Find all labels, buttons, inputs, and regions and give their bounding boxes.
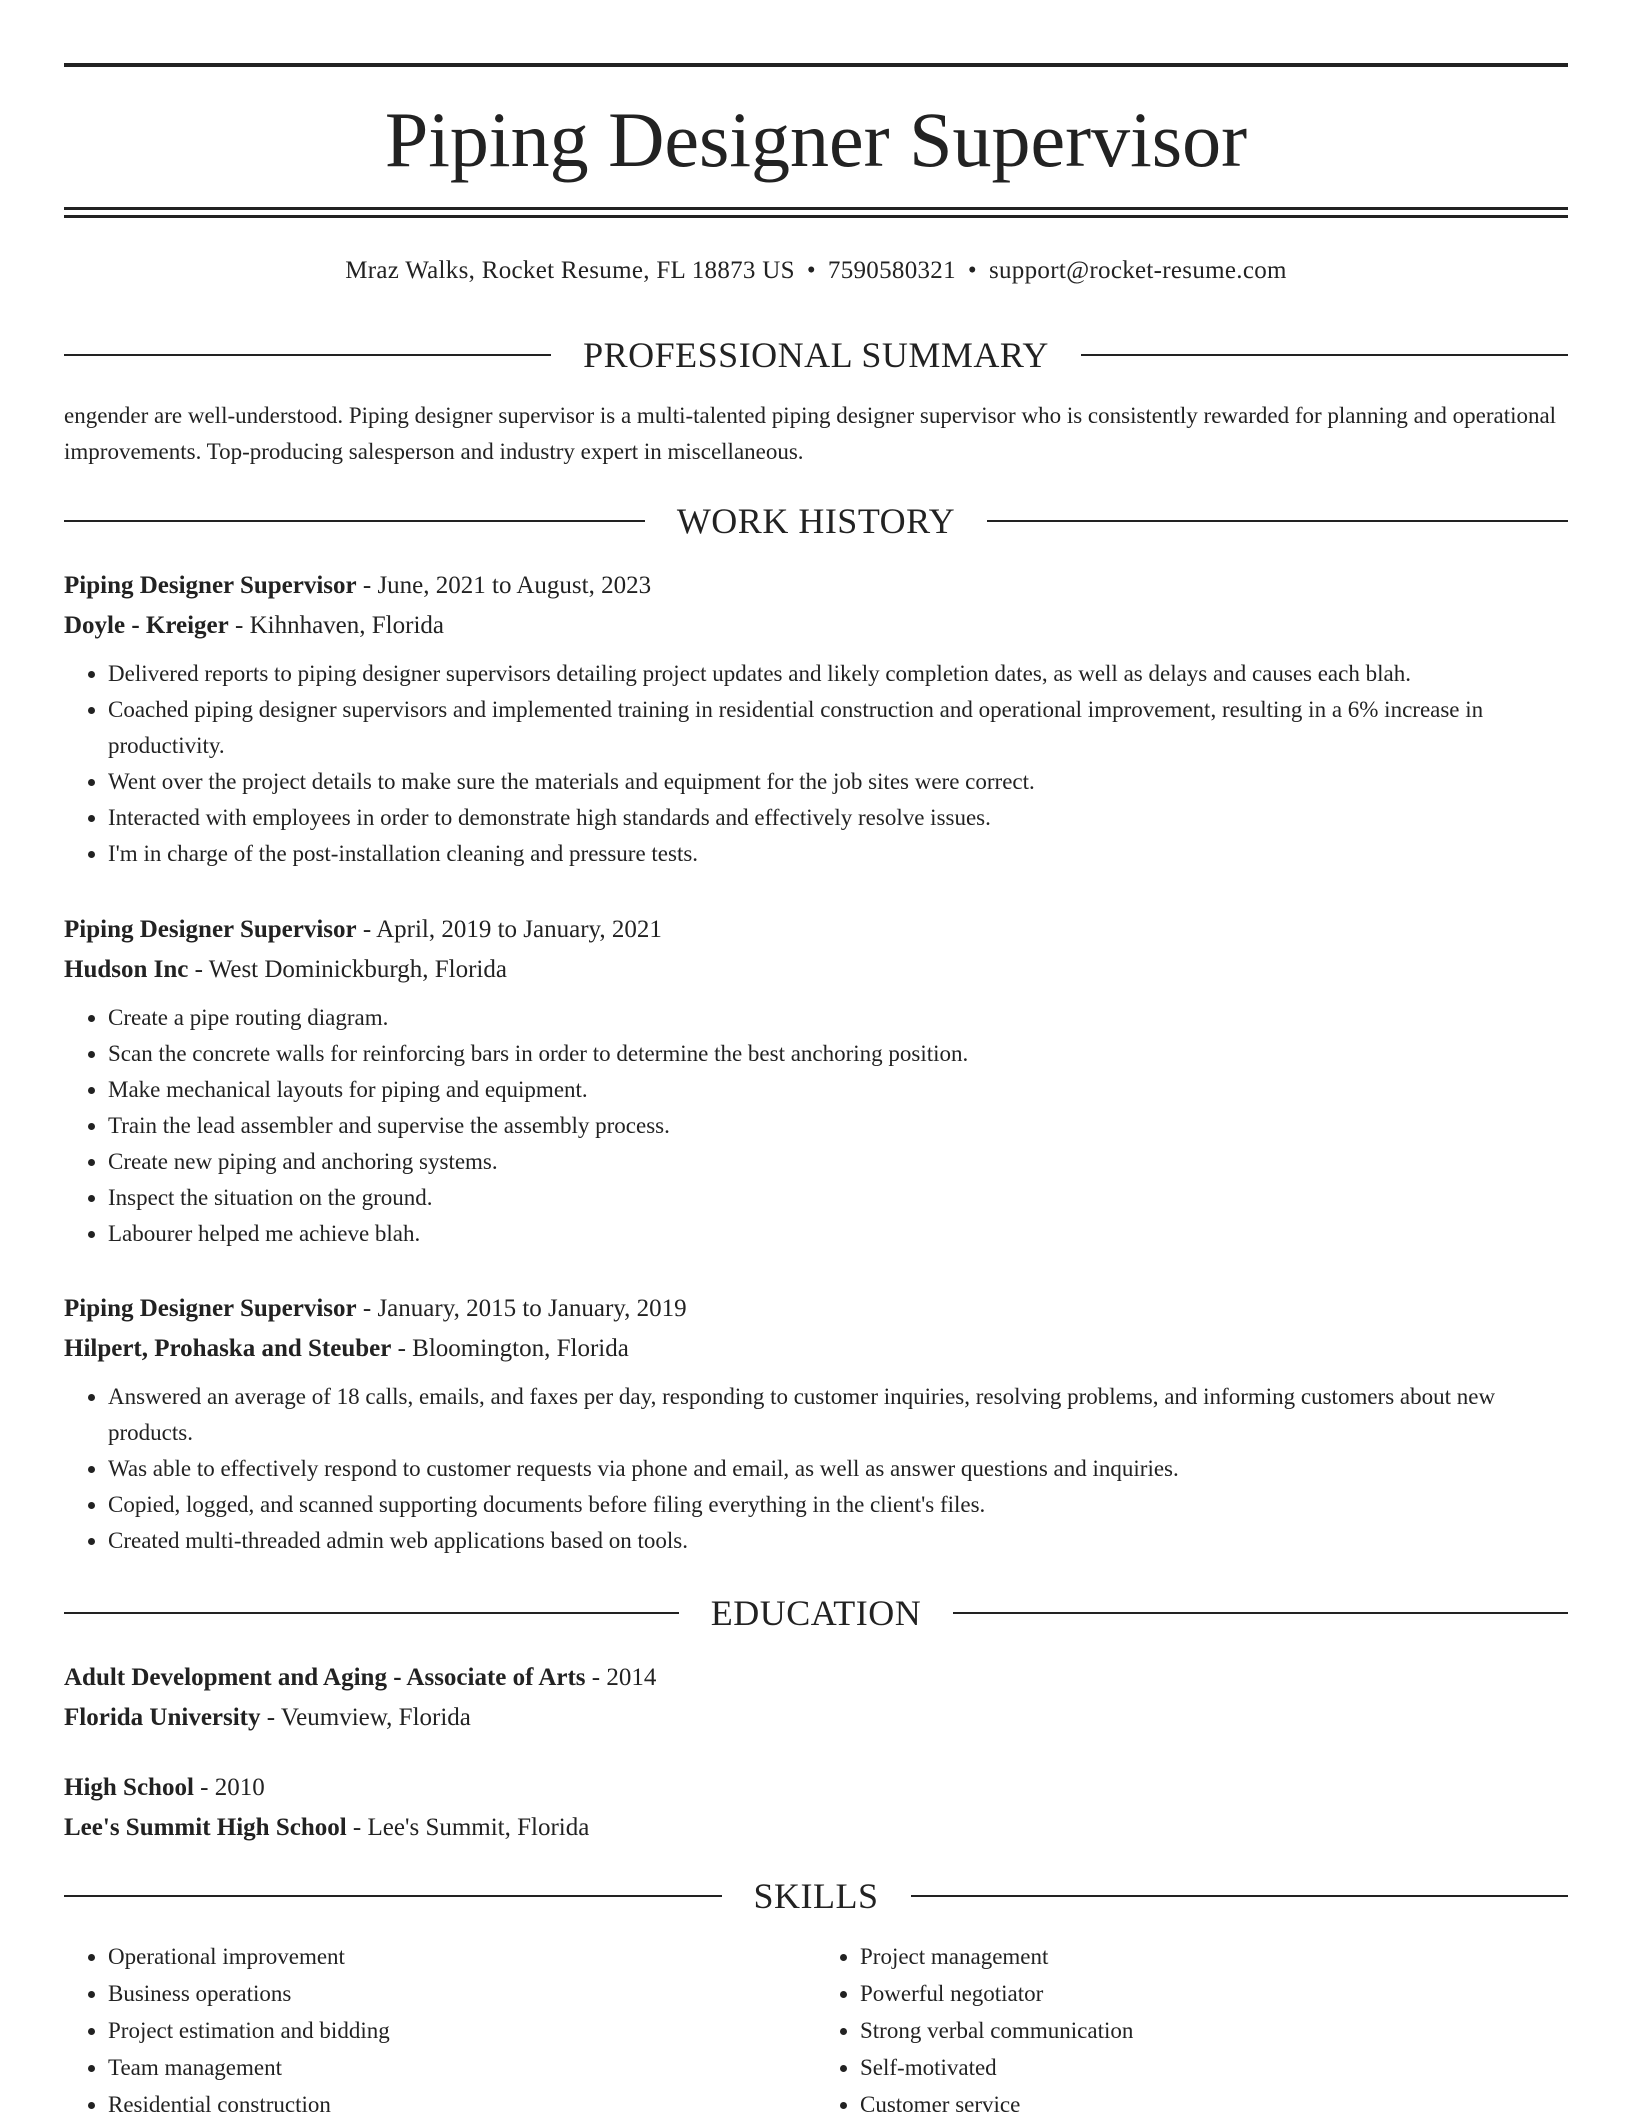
section-heading-summary <box>64 335 1568 375</box>
job-title: Piping Designer Supervisor <box>64 1295 357 1322</box>
section-heading-work <box>64 501 1568 541</box>
job-title: Piping Designer Supervisor <box>64 572 357 599</box>
skill-item: • Strong verbal communication <box>860 2012 1568 2049</box>
job-title-line <box>64 566 1568 606</box>
title-rule-upper <box>64 207 1568 210</box>
skills-list <box>64 1938 1568 2123</box>
job-bullets <box>64 1000 1568 1252</box>
job-company-line <box>64 606 1568 646</box>
job-company: Doyle - Kreiger <box>64 612 229 639</box>
skills-column-right <box>816 1938 1568 2123</box>
job-entry <box>64 566 1568 872</box>
job-entry <box>64 1289 1568 1559</box>
section-rule-right <box>911 1895 1569 1897</box>
job-entry <box>64 910 1568 1252</box>
education-entry <box>64 1768 1568 1848</box>
section-title: PROFESSIONAL SUMMARY <box>583 335 1049 375</box>
section-heading-education <box>64 1593 1568 1633</box>
section-rule-right <box>953 1612 1568 1614</box>
section-rule-right <box>987 520 1568 522</box>
job-bullet: • Coached piping designer supervisors and implemented training in residential construction and operational improvement, resulting in a 6% increase in productivity. <box>108 692 1568 764</box>
contact-phone: 7590580321 <box>827 257 956 284</box>
contact-line <box>64 254 1568 288</box>
job-location: - West Dominickburgh, Florida <box>188 956 507 983</box>
job-bullet: • I'm in charge of the post-installation cleaning and pressure tests. <box>108 836 1568 872</box>
skill-item: • Team management <box>108 2049 816 2086</box>
job-bullet: • Interacted with employees in order to demonstrate high standards and effectively resolve issues. <box>108 800 1568 836</box>
section-title: SKILLS <box>753 1876 879 1916</box>
section-rule-left <box>64 354 551 356</box>
job-bullet: • Inspect the situation on the ground. <box>108 1180 1568 1216</box>
education-school: Florida University <box>64 1704 261 1731</box>
skill-item: • Customer service <box>860 2086 1568 2123</box>
job-title-line <box>64 1289 1568 1329</box>
skill-item: • Operational improvement <box>108 1938 816 1975</box>
section-title: EDUCATION <box>710 1593 922 1633</box>
skill-item: • Project management <box>860 1938 1568 1975</box>
job-location: - Bloomington, Florida <box>391 1335 629 1362</box>
education-entry <box>64 1658 1568 1738</box>
job-title: Piping Designer Supervisor <box>64 916 357 943</box>
top-rule <box>64 63 1568 67</box>
resume-title: Piping Designer Supervisor <box>384 96 1248 183</box>
job-bullet: • Created multi-threaded admin web applications based on tools. <box>108 1523 1568 1559</box>
education-school: Lee's Summit High School <box>64 1814 347 1841</box>
job-bullet: • Create new piping and anchoring systems. <box>108 1144 1568 1180</box>
section-rule-left <box>64 1895 722 1897</box>
job-bullets <box>64 656 1568 872</box>
title-rule-lower <box>64 215 1568 218</box>
education-degree-line <box>64 1658 1568 1698</box>
job-company: Hilpert, Prohaska and Steuber <box>64 1335 392 1362</box>
job-bullet: • Train the lead assembler and supervise the assembly process. <box>108 1108 1568 1144</box>
contact-separator: • <box>806 257 816 284</box>
job-title-line <box>64 910 1568 950</box>
summary-text: engender are well-understood. Piping designer supervisor is a multi-talented piping designer supervisor who is consistently rewarded for planning and operational improvements. Top-producing salesperson and industry expert in miscellaneous. <box>64 403 1557 464</box>
job-bullet: • Delivered reports to piping designer supervisors detailing project updates and likely completion dates, as well as delays and causes each blah. <box>108 656 1568 692</box>
education-degree: High School <box>64 1774 194 1801</box>
job-dates: - January, 2015 to January, 2019 <box>356 1295 687 1322</box>
job-bullet: • Labourer helped me achieve blah. <box>108 1216 1568 1252</box>
education-degree: Adult Development and Aging - Associate of Arts <box>64 1664 586 1691</box>
job-bullet: • Make mechanical layouts for piping and equipment. <box>108 1072 1568 1108</box>
education-school-line <box>64 1808 1568 1848</box>
skill-item: • Self-motivated <box>860 2049 1568 2086</box>
skill-item: • Residential construction <box>108 2086 816 2123</box>
job-bullet: • Copied, logged, and scanned supporting documents before filing everything in the client's files. <box>108 1487 1568 1523</box>
education-location: - Lee's Summit, Florida <box>346 1814 590 1841</box>
job-location: - Kihnhaven, Florida <box>228 612 444 639</box>
section-title: WORK HISTORY <box>676 501 956 541</box>
education-year: - 2014 <box>585 1664 657 1691</box>
job-dates: - June, 2021 to August, 2023 <box>356 572 652 599</box>
job-company: Hudson Inc <box>64 956 189 983</box>
education-location: - Veumview, Florida <box>260 1704 471 1731</box>
skill-item: • Powerful negotiator <box>860 1975 1568 2012</box>
skills-column-left <box>64 1938 816 2123</box>
contact-address: Mraz Walks, Rocket Resume, FL 18873 US <box>345 257 795 284</box>
job-dates: - April, 2019 to January, 2021 <box>356 916 662 943</box>
education-school-line <box>64 1698 1568 1738</box>
job-bullets <box>64 1379 1568 1559</box>
contact-email: support@rocket-resume.com <box>988 257 1287 284</box>
job-bullet: • Create a pipe routing diagram. <box>108 1000 1568 1036</box>
job-bullet: • Went over the project details to make sure the materials and equipment for the job sites were correct. <box>108 764 1568 800</box>
section-rule-left <box>64 520 645 522</box>
section-rule-right <box>1081 354 1568 356</box>
job-company-line <box>64 950 1568 990</box>
job-bullet: • Scan the concrete walls for reinforcing bars in order to determine the best anchoring position. <box>108 1036 1568 1072</box>
job-bullet: • Was able to effectively respond to customer requests via phone and email, as well as answer questions and inquiries. <box>108 1451 1568 1487</box>
contact-separator: • <box>967 257 977 284</box>
skill-item: • Project estimation and bidding <box>108 2012 816 2049</box>
job-company-line <box>64 1329 1568 1369</box>
job-bullet: • Answered an average of 18 calls, emails, and faxes per day, responding to customer inquiries, resolving problems, and informing customers about new products. <box>108 1379 1568 1451</box>
skill-item: • Business operations <box>108 1975 816 2012</box>
education-year: - 2010 <box>193 1774 265 1801</box>
section-rule-left <box>64 1612 679 1614</box>
education-degree-line <box>64 1768 1568 1808</box>
section-heading-skills <box>64 1876 1568 1916</box>
